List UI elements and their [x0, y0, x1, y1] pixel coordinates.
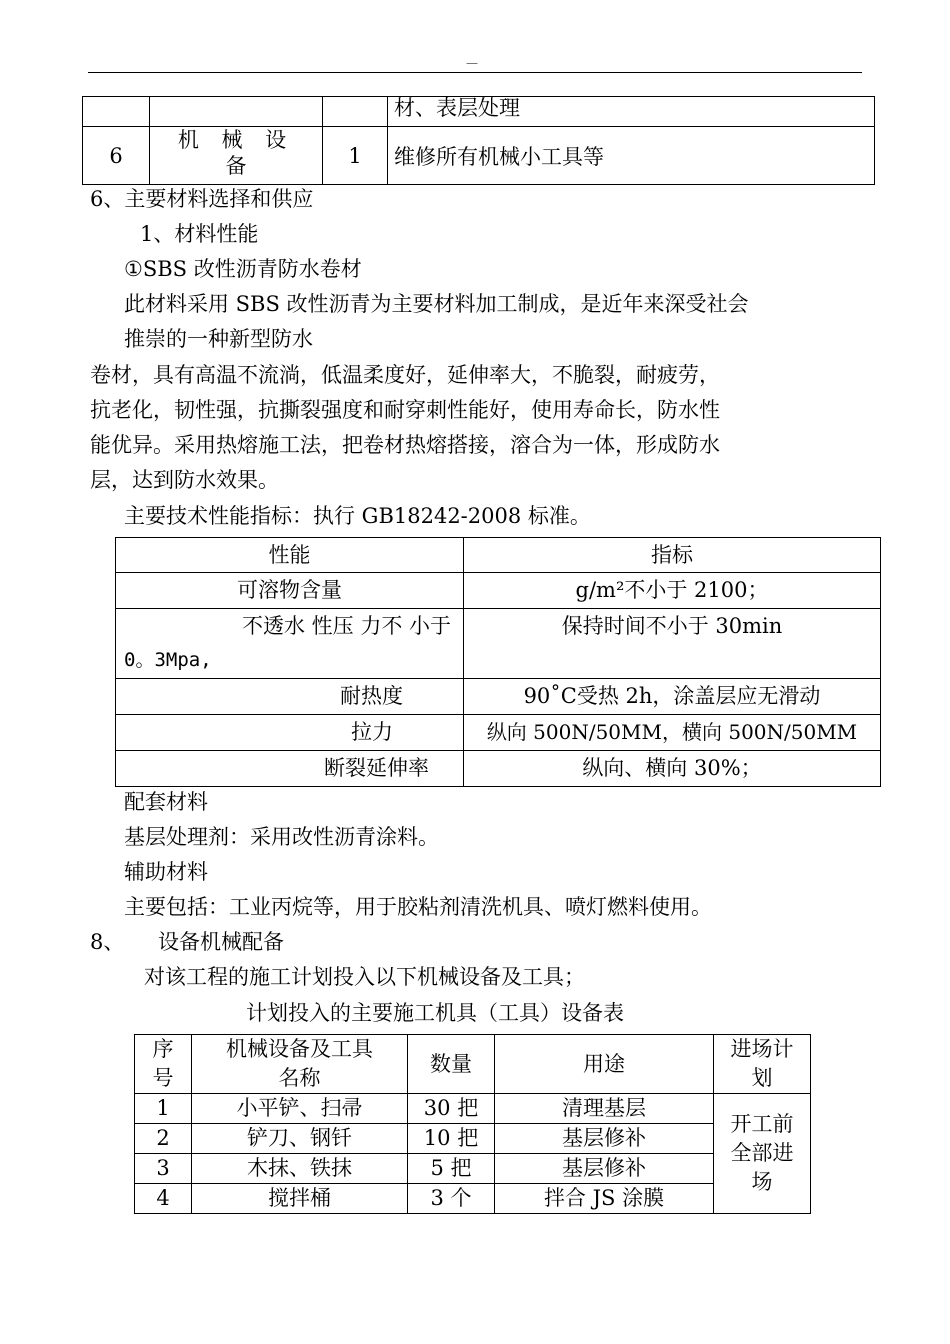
header-use: 用途 — [495, 1035, 714, 1094]
row-name: 木抹、铁抹 — [192, 1154, 408, 1184]
row-number: 3 — [135, 1154, 192, 1184]
equipment-name-line1: 机 械 设 — [177, 128, 295, 152]
spec-property-line1: 不透水 性压 力不 小于 — [241, 614, 451, 638]
header-plan-line2: 划 — [751, 1066, 773, 1090]
spec-property-line2: 0。3Mpa, — [124, 649, 212, 671]
subsection-title: 1、材料性能 — [140, 222, 259, 246]
row-use: 基层修补 — [495, 1124, 714, 1154]
cell-description: 维修所有机械小工具等 — [388, 127, 875, 185]
header-quantity: 数量 — [408, 1035, 495, 1094]
paragraph-line: 配套材料 — [124, 790, 208, 814]
section-intro: 对该工程的施工计划投入以下机械设备及工具； — [144, 965, 585, 989]
paragraph-line: 推崇的一种新型防水 — [124, 327, 313, 351]
cell-empty — [150, 97, 323, 127]
header-number-line1: 序 — [152, 1037, 174, 1061]
header-number-line2: 号 — [152, 1066, 174, 1090]
header-plan — [714, 1035, 811, 1094]
spec-property — [116, 609, 464, 679]
section-title: 6、主要材料选择和供应 — [90, 187, 314, 211]
row-number: 4 — [135, 1184, 192, 1214]
spec-intro: 主要技术性能指标：执行 GB18242-2008 标准。 — [124, 504, 591, 528]
equipment-name-line2: 备 — [225, 154, 247, 178]
spec-property: 断裂延伸率 — [116, 751, 464, 787]
table-title: 计划投入的主要施工机具（工具）设备表 — [246, 1001, 624, 1025]
header-rule — [88, 72, 862, 73]
cell-number: 6 — [83, 127, 150, 185]
section-title: 设备机械配备 — [158, 930, 284, 954]
section-number: 8、 — [90, 930, 125, 954]
spec-property: 拉力 — [116, 715, 464, 751]
spec-value: 纵向、横向 30%； — [464, 751, 881, 787]
row-use: 基层修补 — [495, 1154, 714, 1184]
cell-equipment-name — [150, 127, 323, 185]
header-name-line2: 名称 — [278, 1066, 321, 1090]
paragraph-line: 基层处理剂：采用改性沥青涂料。 — [124, 825, 439, 849]
plan-cell — [714, 1094, 811, 1214]
cell-quantity: 1 — [323, 127, 388, 185]
header-number — [135, 1035, 192, 1094]
paragraph-line: 主要包括：工业丙烷等，用于胶粘剂清洗机具、喷灯燃料使用。 — [124, 895, 712, 919]
row-use: 拌合 JS 涂膜 — [495, 1184, 714, 1214]
item-title: ①SBS 改性沥青防水卷材 — [124, 257, 362, 281]
plan-line3: 场 — [751, 1170, 773, 1194]
spec-value: 保持时间不小于 30min — [464, 609, 881, 679]
row-quantity: 5 把 — [408, 1154, 495, 1184]
equipment-table — [134, 1034, 811, 1214]
cell-description: 材、表层处理 — [388, 97, 875, 127]
spec-property: 可溶物含量 — [116, 573, 464, 609]
row-name: 铲刀、钢钎 — [192, 1124, 408, 1154]
spec-table — [115, 537, 881, 787]
paragraph-line: 辅助材料 — [124, 860, 208, 884]
spec-header-property: 性能 — [116, 538, 464, 573]
spec-value: g/m²不小于 2100； — [464, 573, 881, 609]
row-name: 搅拌桶 — [192, 1184, 408, 1214]
header-mark: — — [466, 56, 478, 70]
equipment-continuation-table — [82, 96, 875, 185]
spec-value: 90˚C受热 2h，涂盖层应无滑动 — [464, 679, 881, 715]
row-number: 1 — [135, 1094, 192, 1124]
cell-empty — [323, 97, 388, 127]
row-quantity: 10 把 — [408, 1124, 495, 1154]
header-name-line1: 机械设备及工具 — [226, 1037, 373, 1061]
paragraph-line: 此材料采用 SBS 改性沥青为主要材料加工制成，是近年来深受社会 — [124, 292, 749, 316]
cell-empty — [83, 97, 150, 127]
paragraph-line: 能优异。采用热熔施工法，把卷材热熔搭接，溶合为一体，形成防水 — [90, 433, 720, 457]
plan-line1: 开工前 — [730, 1112, 794, 1136]
paragraph-line: 层，达到防水效果。 — [90, 468, 279, 492]
header-name — [192, 1035, 408, 1094]
row-name: 小平铲、扫帚 — [192, 1094, 408, 1124]
spec-property: 耐热度 — [116, 679, 464, 715]
plan-line2: 全部进 — [730, 1141, 794, 1165]
paragraph-line: 抗老化，韧性强，抗撕裂强度和耐穿刺性能好，使用寿命长，防水性 — [90, 398, 720, 422]
row-quantity: 30 把 — [408, 1094, 495, 1124]
header-plan-line1: 进场计 — [730, 1037, 794, 1061]
row-number: 2 — [135, 1124, 192, 1154]
spec-header-index: 指标 — [464, 538, 881, 573]
row-use: 清理基层 — [495, 1094, 714, 1124]
paragraph-line: 卷材，具有高温不流淌，低温柔度好，延伸率大，不脆裂，耐疲劳， — [90, 363, 720, 387]
spec-value: 纵向 500N/50MM，横向 500N/50MM — [464, 715, 881, 751]
row-quantity: 3 个 — [408, 1184, 495, 1214]
